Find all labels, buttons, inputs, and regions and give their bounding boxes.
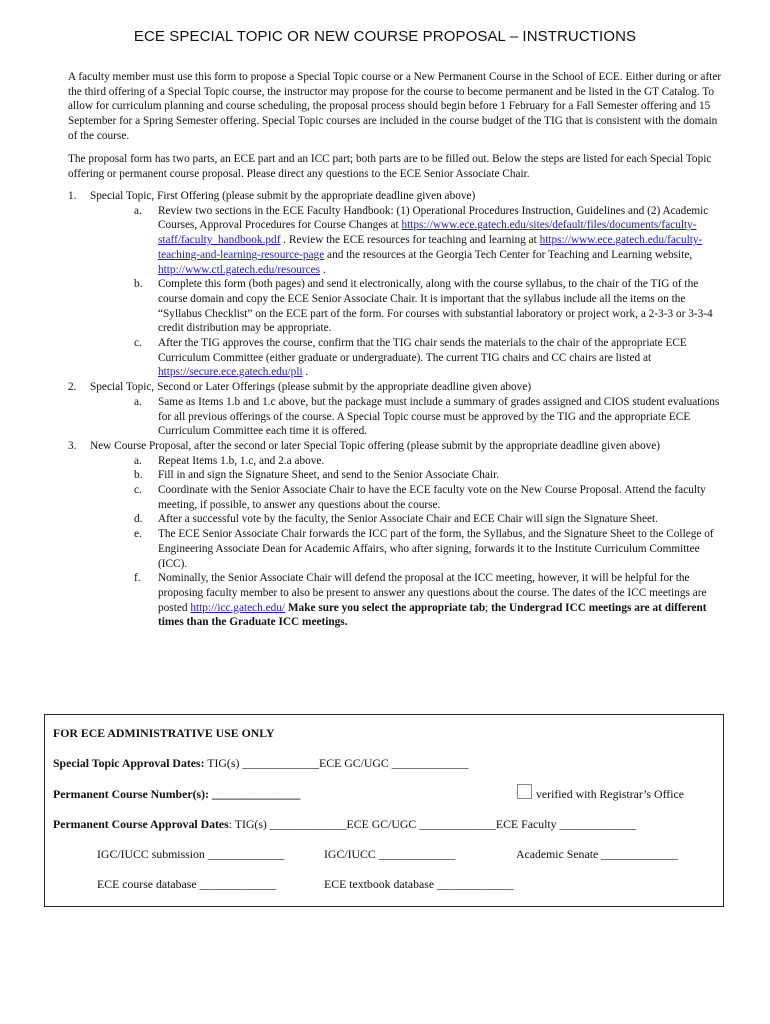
admin-heading: FOR ECE ADMINISTRATIVE USE ONLY (53, 726, 275, 740)
item-letter: c. (134, 337, 142, 350)
item-text: . (320, 263, 326, 276)
igc-iucc-field: IGC/IUCC _____________ (324, 847, 456, 861)
field-blanks: _______________ (208, 787, 301, 801)
item-text: Repeat Items 1.b, 1.c, and 2.a above. (158, 454, 325, 467)
sub-list-item (90, 483, 728, 512)
field-blanks: TIG(s) _____________ECE GC/UGC _____________ (204, 756, 469, 770)
item-text: After a successful vote by the faculty, the Senior Associate Chair and ECE Chair will sign the Signature Sheet. (158, 513, 658, 526)
sub-list-item (90, 571, 728, 630)
sub-list-item (90, 512, 728, 527)
sub-list-item (90, 395, 728, 439)
course-database-field: ECE course database _____________ (97, 877, 277, 891)
field-blanks: : TIG(s) _____________ECE GC/UGC _____________ECE Faculty _____________ (228, 817, 637, 831)
field-label: Permanent Course Number(s): (53, 787, 209, 801)
item-emphasis: Make sure you select the appropriate tab (285, 601, 486, 614)
field-label: Special Topic Approval Dates: (53, 756, 205, 770)
intro-paragraph: A faculty member must use this form to propose a Special Topic course or a New Permanent Course in the School of ECE. Either during or after the third offering of a Special Topic course, the instructor may propose for the course to become permanent and be listed in the GT Catalog. To allow for curriculum planning and course scheduling, the proposal process should begin before 1 February for a Fall Semester offering and 15 September for a Spring Semester offering. Special Topic courses are included in the course budget of the TIG that is consistent with the domain of the course. (68, 71, 722, 142)
academic-senate-field: Academic Senate _____________ (516, 847, 678, 861)
field-label: Permanent Course Approval Dates (53, 817, 229, 831)
item-heading: New Course Proposal, after the second or later Special Topic offering (please submit by the appropriate deadline given above) (90, 439, 661, 452)
item-text: ; (485, 601, 492, 614)
item-letter: d. (134, 513, 143, 526)
item-letter: e. (134, 528, 142, 541)
sub-list (90, 454, 728, 630)
item-text: Review two sections in the ECE Faculty Handbook: (1) Operational Procedures Instruction, Guidelines and (2) Academic Courses, Approval Procedures for Course Changes at (158, 204, 709, 232)
page-title: ECE SPECIAL TOPIC OR NEW COURSE PROPOSAL – INSTRUCTIONS (133, 28, 637, 45)
special-topic-approval-row (53, 756, 468, 771)
item-letter: b. (134, 278, 143, 291)
sub-list-item (90, 454, 728, 469)
item-text: and the resources at the Georgia Tech Center for Teaching and Learning website, (324, 248, 693, 261)
sub-list-item (90, 277, 728, 336)
sub-list-item (90, 527, 728, 571)
instruction-list (68, 189, 728, 630)
item-text: Nominally, the Senior Associate Chair will defend the proposal at the ICC meeting, however, it will be helpful for the proposing faculty member to also be present to answer any questions about the course. The dates of the ICC meetings are posted (158, 572, 707, 614)
item-letter: a. (134, 454, 142, 467)
item-number: 1. (68, 190, 77, 202)
sub-list-item (90, 468, 728, 483)
teaching-resources-link[interactable]: https://www.ece.gatech.edu/faculty-teaching-and-learning-resource-page (158, 234, 703, 261)
verified-checkbox[interactable] (517, 784, 532, 799)
verified-label: verified with Registrar’s Office (536, 787, 684, 801)
item-text: . Review the ECE resources for teaching and learning at (280, 234, 540, 247)
item-number: 3. (68, 439, 77, 452)
item-text: The ECE Senior Associate Chair forwards the ICC part of the form, the Syllabus, and the Signature Sheet to the College of Engineering Associate Dean for Academic Affairs, who after signing, forwards it to the Institute Curriculum Committee (ICC). (158, 528, 714, 570)
item-letter: a. (134, 395, 142, 408)
item-heading: Special Topic, First Offering (please submit by the appropriate deadline given above) (90, 190, 476, 202)
intro-paragraph-2: The proposal form has two parts, an ECE part and an ICC part; both parts are to be filled out. Below the steps are listed for each Special Topic offering or permanent course proposal. Please direct any questions to the ECE Senior Associate Chair. (68, 153, 712, 180)
faculty-handbook-link[interactable]: https://www.ece.gatech.edu/sites/default/files/documents/faculty-staff/faculty_handbook.pdf (158, 219, 697, 247)
item-letter: a. (134, 204, 142, 217)
item-text: . (302, 366, 309, 379)
ctl-resources-link[interactable]: http://www.ctl.gatech.edu/resources (158, 263, 321, 276)
list-item (68, 380, 728, 439)
permanent-course-number-row (53, 787, 300, 802)
item-heading: Special Topic, Second or Later Offerings (please submit by the appropriate deadline given above) (90, 381, 532, 394)
admin-use-box (44, 714, 724, 907)
item-letter: b. (134, 469, 143, 482)
sub-list-item (90, 336, 728, 380)
list-item (68, 189, 728, 380)
sub-list (90, 204, 728, 380)
icc-link[interactable]: http://icc.gatech.edu/ (190, 601, 286, 614)
item-number: 2. (68, 381, 77, 394)
item-text: Fill in and sign the Signature Sheet, and send to the Senior Associate Chair. (158, 469, 500, 482)
textbook-database-field: ECE textbook database _____________ (324, 877, 514, 891)
sub-list-item (90, 204, 728, 278)
item-text: Same as Items 1.b and 1.c above, but the package must include a summary of grades assigned and CIOS student evaluations for all previous offerings of the course. A Special Topic course must be approved by the TIG and the appropriate ECE Curriculum Committee each time it is offered. (158, 395, 720, 438)
item-text: Complete this form (both pages) and send it electronically, along with the course syllabus, to the chair of the TIG of the course domain and copy the ECE Senior Associate Chair. It is important that the syllabus include all the items on the “Syllabus Checklist” on the ECE part of the form. For courses with substantial laboratory or project work, a 2-3-3 or 3-3-4 credit distribution may be appropriate. (158, 278, 713, 335)
item-text: After the TIG approves the course, confirm that the TIG chair sends the materials to the chair of the appropriate ECE Curriculum Committee (either graduate or undergraduate). The current TIG chairs and CC chairs are listed at (158, 337, 687, 364)
pli-link[interactable]: https://secure.ece.gatech.edu/pli (158, 366, 303, 379)
item-letter: c. (134, 484, 142, 497)
igc-iucc-submission-field: IGC/IUCC submission _____________ (97, 847, 285, 861)
sub-list (90, 395, 728, 439)
list-item (68, 439, 728, 630)
item-text: Coordinate with the Senior Associate Chair to have the ECE faculty vote on the New Course Proposal. Attend the faculty meeting, if possible, to answer any questions about the course. (158, 484, 706, 511)
item-emphasis: the Undergrad ICC meetings are at different times than the Graduate ICC meetings. (158, 601, 707, 629)
item-letter: f. (134, 572, 141, 585)
permanent-course-approval-row (53, 817, 636, 832)
